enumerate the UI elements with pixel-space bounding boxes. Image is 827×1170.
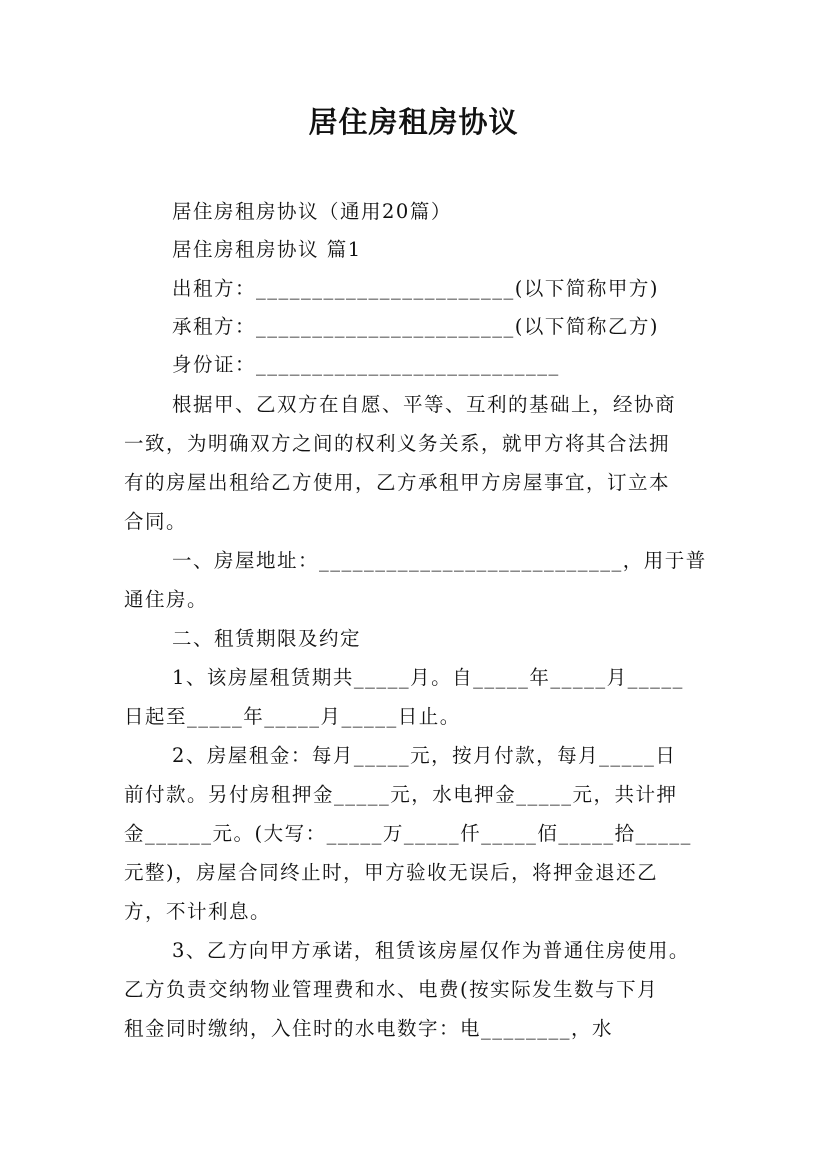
paragraph-line: 金______元。(大写：_____万_____仟_____佰_____拾_____ <box>124 822 692 845</box>
document-title: 居住房租房协议 <box>308 105 519 139</box>
paragraph-line: 元整)，房屋合同终止时，甲方验收无误后，将押金退还乙 <box>124 861 659 884</box>
paragraph-line: 乙方负责交纳物业管理费和水、电费(按实际发生数与下月 <box>124 978 659 1001</box>
lessor-field: 出租方：_______________________(以下简称甲方) <box>172 277 659 300</box>
section-heading: 二、租赁期限及约定 <box>172 627 362 650</box>
paragraph-line: 根据甲、乙双方在自愿、平等、互利的基础上，经协商 <box>172 393 677 416</box>
paragraph-line: 方，不计利息。 <box>124 900 272 923</box>
paragraph-line: 租金同时缴纳，入住时的水电数字：电________，水 <box>124 1017 614 1040</box>
paragraph-line: 合同。 <box>124 510 188 533</box>
paragraph-line: 日起至_____年_____月_____日止。 <box>124 705 461 728</box>
paragraph-line: 一、房屋地址：___________________________，用于普 <box>172 549 707 572</box>
paragraph-line: 前付款。另付房租押金_____元，水电押金_____元，共计押 <box>124 783 678 806</box>
paragraph-line: 通住房。 <box>124 588 209 611</box>
paragraph-line: 1、该房屋租赁期共_____月。自_____年_____月_____ <box>172 666 684 689</box>
paragraph-line: 2、房屋租金：每月_____元，按月付款，每月_____日 <box>172 744 677 767</box>
paragraph-line: 3、乙方向甲方承诺，租赁该房屋仅作为普通住房使用。 <box>172 939 690 962</box>
id-field: 身份证：___________________________ <box>172 353 560 376</box>
paragraph-line: 一致，为明确双方之间的权利义务关系，就甲方将其合法拥 <box>124 432 671 455</box>
doc-subtitle: 居住房租房协议（通用20篇） <box>172 200 452 223</box>
paragraph-line: 有的房屋出租给乙方使用，乙方承租甲方房屋事宜，订立本 <box>124 471 671 494</box>
section-heading: 居住房租房协议 篇1 <box>172 238 362 261</box>
lessee-field: 承租方：_______________________(以下简称乙方) <box>172 315 659 338</box>
